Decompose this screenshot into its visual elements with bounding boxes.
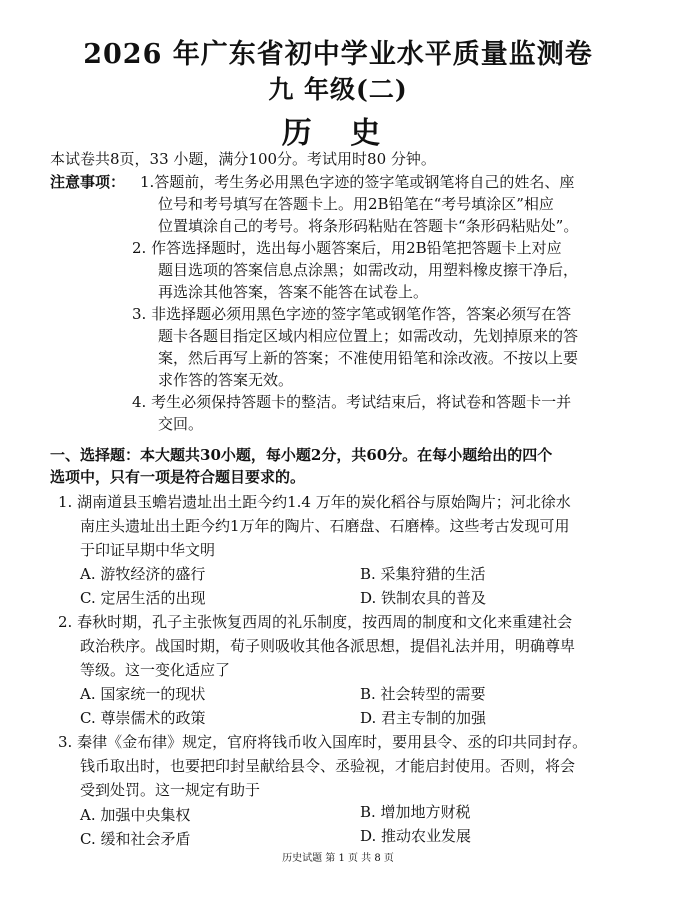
option-a: A. 游牧经济的盛行 xyxy=(80,565,206,583)
note-line: 题卡各题目指定区域内相应位置上；如需改动，先划掉原来的答 xyxy=(158,327,579,345)
question-stem: 受到处罚。这一规定有助于 xyxy=(80,781,261,799)
option-b: B. 社会转型的需要 xyxy=(360,685,486,703)
note-line: 题目选项的答案信息点涂黑；如需改动，用塑料橡皮擦干净后， xyxy=(158,261,579,279)
section-heading: 选项中，只有一项是符合题目要求的。 xyxy=(50,468,306,486)
note-line: 4. 考生必须保持答题卡的整洁。考试结束后，将试卷和答题卡一并 xyxy=(132,393,572,411)
question-stem: 钱币取出时，也要把印封呈献给县令、丞验视，才能启封使用。否则，将会 xyxy=(80,757,576,775)
question-stem: 2. 春秋时期，孔子主张恢复西周的礼乐制度，按西周的制度和文化来重建社会 xyxy=(58,613,573,631)
note-line: 位置填涂自己的考号。将条形码粘贴在答题卡“条形码粘贴处”。 xyxy=(158,217,579,235)
exam-intro: 本试卷共8页，33 小题，满分100分。考试用时80 分钟。 xyxy=(50,150,436,168)
section-heading: 一、选择题：本大题共30小题，每小题2分，共60分。在每小题给出的四个 xyxy=(50,446,553,464)
note-line: 位号和考号填写在答题卡上。用2B铅笔在“考号填涂区”相应 xyxy=(158,195,554,213)
question-stem: 于印证早期中华文明 xyxy=(80,541,216,559)
option-d: D. 君主专制的加强 xyxy=(360,709,487,727)
grade-title: 九 年级(二) xyxy=(268,75,408,104)
note-line: 案，然后再写上新的答案；不准使用铅笔和涂改液。不按以上要 xyxy=(158,349,579,367)
option-b: B. 采集狩猎的生活 xyxy=(360,565,486,583)
option-b: B. 增加地方财税 xyxy=(360,803,471,821)
option-a: A. 加强中央集权 xyxy=(80,806,191,824)
subject-title: 历 史 xyxy=(281,116,395,151)
page-footer: 历史试题 第 1 页 共 8 页 xyxy=(282,853,394,864)
option-c: C. 定居生活的出现 xyxy=(80,589,206,607)
exam-title: 2026 年广东省初中学业水平质量监测卷 xyxy=(83,39,593,70)
question-stem: 3. 秦律《金布律》规定，官府将钱币收入国库时，要用县令、丞的印共同封存。 xyxy=(58,733,588,751)
option-c: C. 尊崇儒术的政策 xyxy=(80,709,206,727)
option-d: D. 推动农业发展 xyxy=(360,827,472,845)
question-stem: 1. 湖南道县玉蟾岩遗址出土距今约1.4 万年的炭化稻谷与原始陶片；河北徐水 xyxy=(58,493,571,511)
question-stem: 政治秩序。战国时期，荀子则吸收其他各派思想，提倡礼法并用，明确尊卑 xyxy=(80,637,576,655)
note-line: 求作答的答案无效。 xyxy=(158,371,294,389)
question-stem: 等级。这一变化适应了 xyxy=(80,661,231,679)
question-stem: 南庄头遗址出土距今约1万年的陶片、石磨盘、石磨棒。这些考古发现可用 xyxy=(80,517,570,535)
note-line: 3. 非选择题必须用黑色字迹的签字笔或钢笔作答，答案必须写在答 xyxy=(132,305,572,323)
note-line: 2. 作答选择题时，选出每小题答案后，用2B铅笔把答题卡上对应 xyxy=(132,239,562,257)
notes-label: 注意事项： xyxy=(50,173,126,191)
option-d: D. 铁制农具的普及 xyxy=(360,589,487,607)
note-line: 1.答题前，考生务必用黑色字迹的签字笔或钢笔将自己的姓名、座 xyxy=(140,173,575,191)
option-c: C. 缓和社会矛盾 xyxy=(80,830,191,848)
note-line: 交回。 xyxy=(158,415,204,433)
option-a: A. 国家统一的现状 xyxy=(80,685,206,703)
note-line: 再选涂其他答案，答案不能答在试卷上。 xyxy=(158,283,429,301)
